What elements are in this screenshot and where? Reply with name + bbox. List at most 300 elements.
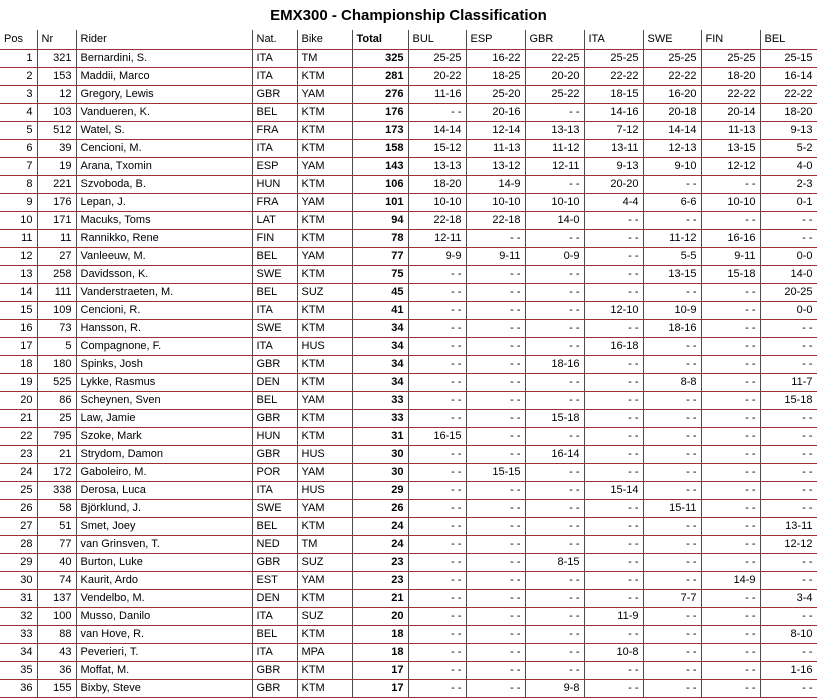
cell-bike: YAM	[297, 463, 352, 481]
cell-swe: 11-12	[643, 229, 701, 247]
cell-bike: KTM	[297, 679, 352, 697]
cell-bike: KTM	[297, 265, 352, 283]
cell-total: 45	[352, 283, 408, 301]
cell-total: 75	[352, 265, 408, 283]
cell-total: 17	[352, 679, 408, 697]
cell-bel: 20-25	[760, 283, 817, 301]
cell-total: 34	[352, 337, 408, 355]
cell-fin: - -	[701, 463, 760, 481]
cell-fin: 13-15	[701, 139, 760, 157]
cell-rider: Cencioni, R.	[76, 301, 252, 319]
cell-swe: - -	[643, 175, 701, 193]
cell-ita: - -	[584, 355, 643, 373]
cell-bike: KTM	[297, 409, 352, 427]
cell-bul: - -	[408, 535, 466, 553]
cell-bel: 13-11	[760, 517, 817, 535]
cell-bul: - -	[408, 481, 466, 499]
cell-nr: 73	[37, 319, 76, 337]
cell-swe: - -	[643, 355, 701, 373]
table-row	[0, 427, 817, 445]
table-row	[0, 265, 817, 283]
cell-nr: 27	[37, 247, 76, 265]
cell-bel: 1-16	[760, 661, 817, 679]
cell-gbr: 25-22	[525, 85, 584, 103]
cell-nr: 321	[37, 49, 76, 67]
cell-ita: 9-13	[584, 157, 643, 175]
cell-ita: 25-25	[584, 49, 643, 67]
table-row	[0, 445, 817, 463]
cell-swe: - -	[643, 661, 701, 679]
cell-bul: - -	[408, 283, 466, 301]
cell-fin: - -	[701, 319, 760, 337]
cell-pos: 8	[0, 175, 37, 193]
cell-esp: 25-20	[466, 85, 525, 103]
cell-bike: HUS	[297, 337, 352, 355]
cell-esp: 9-11	[466, 247, 525, 265]
cell-bel: - -	[760, 211, 817, 229]
cell-nat: BEL	[252, 517, 297, 535]
cell-nr: 103	[37, 103, 76, 121]
cell-gbr: - -	[525, 661, 584, 679]
cell-fin: - -	[701, 625, 760, 643]
cell-ita: 13-11	[584, 139, 643, 157]
cell-bel: - -	[760, 571, 817, 589]
cell-fin: 9-11	[701, 247, 760, 265]
cell-total: 26	[352, 499, 408, 517]
cell-bul: - -	[408, 409, 466, 427]
cell-swe: - -	[643, 427, 701, 445]
cell-fin: - -	[701, 661, 760, 679]
table-row	[0, 607, 817, 625]
table-row	[0, 625, 817, 643]
cell-total: 77	[352, 247, 408, 265]
table-row	[0, 391, 817, 409]
cell-total: 34	[352, 355, 408, 373]
cell-swe: - -	[643, 517, 701, 535]
cell-bike: KTM	[297, 355, 352, 373]
cell-bike: TM	[297, 535, 352, 553]
cell-fin: - -	[701, 391, 760, 409]
cell-fin: - -	[701, 373, 760, 391]
cell-pos: 36	[0, 679, 37, 697]
cell-ita: 10-8	[584, 643, 643, 661]
cell-rider: van Hove, R.	[76, 625, 252, 643]
cell-bel: 4-0	[760, 157, 817, 175]
cell-gbr: 9-8	[525, 679, 584, 697]
cell-total: 325	[352, 49, 408, 67]
cell-nr: 11	[37, 229, 76, 247]
cell-gbr: 18-16	[525, 355, 584, 373]
cell-gbr: 12-11	[525, 157, 584, 175]
cell-gbr: - -	[525, 265, 584, 283]
cell-gbr: - -	[525, 103, 584, 121]
cell-nr: 88	[37, 625, 76, 643]
cell-ita: - -	[584, 265, 643, 283]
cell-pos: 25	[0, 481, 37, 499]
cell-nat: ITA	[252, 67, 297, 85]
cell-bike: HUS	[297, 481, 352, 499]
cell-swe: - -	[643, 553, 701, 571]
cell-bike: YAM	[297, 571, 352, 589]
cell-rider: Peverieri, T.	[76, 643, 252, 661]
cell-esp: - -	[466, 625, 525, 643]
cell-ita: 7-12	[584, 121, 643, 139]
cell-ita: 20-20	[584, 175, 643, 193]
cell-esp: 14-9	[466, 175, 525, 193]
col-header-gbr: GBR	[525, 30, 584, 49]
cell-gbr: - -	[525, 517, 584, 535]
cell-nr: 100	[37, 607, 76, 625]
table-row	[0, 481, 817, 499]
cell-bel: 3-4	[760, 589, 817, 607]
cell-nr: 77	[37, 535, 76, 553]
header-row	[0, 30, 817, 49]
cell-nr: 171	[37, 211, 76, 229]
cell-fin: - -	[701, 211, 760, 229]
cell-pos: 32	[0, 607, 37, 625]
cell-bel: 16-14	[760, 67, 817, 85]
cell-esp: - -	[466, 661, 525, 679]
cell-nat: DEN	[252, 373, 297, 391]
cell-gbr: - -	[525, 229, 584, 247]
cell-total: 176	[352, 103, 408, 121]
cell-bike: YAM	[297, 391, 352, 409]
table-row	[0, 679, 817, 697]
cell-nat: BEL	[252, 625, 297, 643]
cell-bike: KTM	[297, 229, 352, 247]
cell-nr: 137	[37, 589, 76, 607]
cell-swe: 8-8	[643, 373, 701, 391]
cell-nat: GBR	[252, 85, 297, 103]
cell-gbr: 8-15	[525, 553, 584, 571]
cell-total: 31	[352, 427, 408, 445]
cell-nr: 155	[37, 679, 76, 697]
table-row	[0, 211, 817, 229]
cell-esp: - -	[466, 283, 525, 301]
cell-fin: - -	[701, 445, 760, 463]
cell-gbr: 10-10	[525, 193, 584, 211]
cell-bike: YAM	[297, 157, 352, 175]
cell-bike: KTM	[297, 301, 352, 319]
cell-esp: - -	[466, 337, 525, 355]
cell-rider: Kaurit, Ardo	[76, 571, 252, 589]
cell-nr: 111	[37, 283, 76, 301]
cell-pos: 15	[0, 301, 37, 319]
cell-nr: 221	[37, 175, 76, 193]
cell-bul: - -	[408, 337, 466, 355]
cell-nat: ITA	[252, 337, 297, 355]
cell-ita: - -	[584, 517, 643, 535]
cell-gbr: - -	[525, 319, 584, 337]
cell-nat: ITA	[252, 49, 297, 67]
cell-gbr: - -	[525, 373, 584, 391]
cell-esp: - -	[466, 229, 525, 247]
cell-swe: - -	[643, 625, 701, 643]
cell-nr: 21	[37, 445, 76, 463]
cell-nat: BEL	[252, 391, 297, 409]
cell-ita: 16-18	[584, 337, 643, 355]
cell-rider: Maddii, Marco	[76, 67, 252, 85]
cell-total: 173	[352, 121, 408, 139]
cell-bul: 20-22	[408, 67, 466, 85]
cell-bul: - -	[408, 301, 466, 319]
cell-nat: HUN	[252, 427, 297, 445]
cell-bel: - -	[760, 337, 817, 355]
cell-pos: 10	[0, 211, 37, 229]
cell-nr: 39	[37, 139, 76, 157]
cell-rider: Burton, Luke	[76, 553, 252, 571]
cell-total: 30	[352, 445, 408, 463]
cell-total: 106	[352, 175, 408, 193]
cell-pos: 20	[0, 391, 37, 409]
cell-ita: 14-16	[584, 103, 643, 121]
cell-bul: 15-12	[408, 139, 466, 157]
cell-esp: - -	[466, 589, 525, 607]
cell-gbr: - -	[525, 499, 584, 517]
cell-gbr: - -	[525, 301, 584, 319]
table-row	[0, 49, 817, 67]
cell-swe: - -	[643, 535, 701, 553]
cell-bel: - -	[760, 679, 817, 697]
cell-esp: 20-16	[466, 103, 525, 121]
cell-ita: - -	[584, 553, 643, 571]
cell-fin: - -	[701, 283, 760, 301]
table-row	[0, 139, 817, 157]
cell-bike: KTM	[297, 625, 352, 643]
cell-esp: - -	[466, 391, 525, 409]
cell-bel: - -	[760, 409, 817, 427]
col-header-nr: Nr	[37, 30, 76, 49]
cell-bel: 11-7	[760, 373, 817, 391]
cell-bul: - -	[408, 319, 466, 337]
cell-esp: 16-22	[466, 49, 525, 67]
cell-fin: - -	[701, 301, 760, 319]
cell-bike: KTM	[297, 319, 352, 337]
cell-rider: Lykke, Rasmus	[76, 373, 252, 391]
cell-nat: ITA	[252, 607, 297, 625]
cell-fin: - -	[701, 553, 760, 571]
cell-esp: - -	[466, 301, 525, 319]
cell-swe: 14-14	[643, 121, 701, 139]
cell-pos: 12	[0, 247, 37, 265]
cell-gbr: - -	[525, 283, 584, 301]
cell-fin: 20-14	[701, 103, 760, 121]
cell-fin: - -	[701, 643, 760, 661]
cell-total: 34	[352, 319, 408, 337]
cell-gbr: 11-12	[525, 139, 584, 157]
cell-swe: 13-15	[643, 265, 701, 283]
cell-swe: - -	[643, 283, 701, 301]
col-header-rider: Rider	[76, 30, 252, 49]
cell-rider: Moffat, M.	[76, 661, 252, 679]
cell-fin: 14-9	[701, 571, 760, 589]
cell-bel: - -	[760, 553, 817, 571]
cell-esp: 18-25	[466, 67, 525, 85]
cell-rider: Arana, Txomin	[76, 157, 252, 175]
cell-esp: - -	[466, 571, 525, 589]
cell-bul: - -	[408, 499, 466, 517]
cell-fin: - -	[701, 355, 760, 373]
cell-nat: ESP	[252, 157, 297, 175]
cell-rider: Watel, S.	[76, 121, 252, 139]
cell-swe: - -	[643, 643, 701, 661]
cell-ita: - -	[584, 625, 643, 643]
cell-nat: ITA	[252, 301, 297, 319]
cell-total: 29	[352, 481, 408, 499]
cell-bel: - -	[760, 499, 817, 517]
cell-nat: SWE	[252, 265, 297, 283]
table-row	[0, 373, 817, 391]
cell-total: 23	[352, 571, 408, 589]
cell-ita: - -	[584, 499, 643, 517]
cell-total: 34	[352, 373, 408, 391]
cell-total: 24	[352, 535, 408, 553]
cell-fin: - -	[701, 607, 760, 625]
table-row	[0, 409, 817, 427]
table-row	[0, 157, 817, 175]
cell-nr: 153	[37, 67, 76, 85]
cell-bike: KTM	[297, 139, 352, 157]
cell-rider: Cencioni, M.	[76, 139, 252, 157]
cell-ita: - -	[584, 391, 643, 409]
cell-gbr: 14-0	[525, 211, 584, 229]
cell-gbr: 20-20	[525, 67, 584, 85]
cell-fin: - -	[701, 409, 760, 427]
cell-total: 20	[352, 607, 408, 625]
cell-bel: - -	[760, 445, 817, 463]
cell-bel: - -	[760, 607, 817, 625]
cell-ita: - -	[584, 679, 643, 697]
cell-bul: - -	[408, 553, 466, 571]
cell-nr: 36	[37, 661, 76, 679]
cell-ita: 15-14	[584, 481, 643, 499]
cell-swe: 15-11	[643, 499, 701, 517]
cell-esp: - -	[466, 553, 525, 571]
cell-swe: 10-9	[643, 301, 701, 319]
cell-nat: GBR	[252, 445, 297, 463]
table-row	[0, 535, 817, 553]
table-header	[0, 30, 817, 49]
cell-rider: Vendelbo, M.	[76, 589, 252, 607]
table-row	[0, 571, 817, 589]
cell-esp: - -	[466, 499, 525, 517]
cell-rider: Vanderstraeten, M.	[76, 283, 252, 301]
table-row	[0, 355, 817, 373]
cell-gbr: - -	[525, 589, 584, 607]
cell-esp: - -	[466, 319, 525, 337]
cell-bike: MPA	[297, 643, 352, 661]
cell-esp: - -	[466, 535, 525, 553]
cell-bike: KTM	[297, 103, 352, 121]
cell-nr: 43	[37, 643, 76, 661]
cell-swe: 5-5	[643, 247, 701, 265]
cell-swe: - -	[643, 211, 701, 229]
championship-classification-table	[0, 30, 817, 698]
cell-pos: 16	[0, 319, 37, 337]
cell-nr: 86	[37, 391, 76, 409]
cell-bel: 8-10	[760, 625, 817, 643]
cell-pos: 22	[0, 427, 37, 445]
cell-bul: 18-20	[408, 175, 466, 193]
cell-pos: 26	[0, 499, 37, 517]
cell-swe: 6-6	[643, 193, 701, 211]
cell-pos: 9	[0, 193, 37, 211]
cell-nr: 12	[37, 85, 76, 103]
table-row	[0, 103, 817, 121]
cell-gbr: - -	[525, 643, 584, 661]
cell-bike: YAM	[297, 193, 352, 211]
table-row	[0, 67, 817, 85]
table-row	[0, 517, 817, 535]
cell-fin: - -	[701, 337, 760, 355]
cell-gbr: 13-13	[525, 121, 584, 139]
cell-pos: 31	[0, 589, 37, 607]
cell-swe: - -	[643, 337, 701, 355]
cell-swe: - -	[643, 571, 701, 589]
cell-rider: Hansson, R.	[76, 319, 252, 337]
cell-bel: 14-0	[760, 265, 817, 283]
cell-ita: - -	[584, 463, 643, 481]
cell-gbr: - -	[525, 625, 584, 643]
cell-rider: Szoke, Mark	[76, 427, 252, 445]
cell-total: 281	[352, 67, 408, 85]
cell-bul: - -	[408, 517, 466, 535]
cell-ita: 22-22	[584, 67, 643, 85]
cell-bul: - -	[408, 571, 466, 589]
cell-nat: FIN	[252, 229, 297, 247]
cell-esp: - -	[466, 427, 525, 445]
cell-nat: DEN	[252, 589, 297, 607]
table-row	[0, 553, 817, 571]
cell-total: 23	[352, 553, 408, 571]
cell-bel: 22-22	[760, 85, 817, 103]
cell-fin: - -	[701, 589, 760, 607]
cell-bul: - -	[408, 625, 466, 643]
cell-nr: 172	[37, 463, 76, 481]
cell-fin: - -	[701, 517, 760, 535]
cell-bul: - -	[408, 463, 466, 481]
cell-rider: Lepan, J.	[76, 193, 252, 211]
cell-bel: - -	[760, 229, 817, 247]
cell-rider: Gregory, Lewis	[76, 85, 252, 103]
cell-pos: 1	[0, 49, 37, 67]
cell-ita: - -	[584, 373, 643, 391]
page-title: EMX300 - Championship Classification	[270, 7, 547, 24]
cell-ita: 18-15	[584, 85, 643, 103]
cell-fin: 18-20	[701, 67, 760, 85]
cell-bel: 0-1	[760, 193, 817, 211]
cell-esp: - -	[466, 445, 525, 463]
cell-nat: GBR	[252, 355, 297, 373]
cell-ita: - -	[584, 589, 643, 607]
cell-gbr: - -	[525, 391, 584, 409]
cell-nr: 51	[37, 517, 76, 535]
cell-nat: SWE	[252, 499, 297, 517]
cell-rider: Musso, Danilo	[76, 607, 252, 625]
cell-pos: 18	[0, 355, 37, 373]
cell-gbr: 15-18	[525, 409, 584, 427]
col-header-total: Total	[352, 30, 408, 49]
cell-bike: KTM	[297, 517, 352, 535]
cell-nat: ITA	[252, 481, 297, 499]
cell-ita: - -	[584, 535, 643, 553]
cell-total: 24	[352, 517, 408, 535]
cell-rider: Davidsson, K.	[76, 265, 252, 283]
cell-rider: Vanleeuw, M.	[76, 247, 252, 265]
cell-gbr: 16-14	[525, 445, 584, 463]
cell-swe: 7-7	[643, 589, 701, 607]
cell-total: 143	[352, 157, 408, 175]
